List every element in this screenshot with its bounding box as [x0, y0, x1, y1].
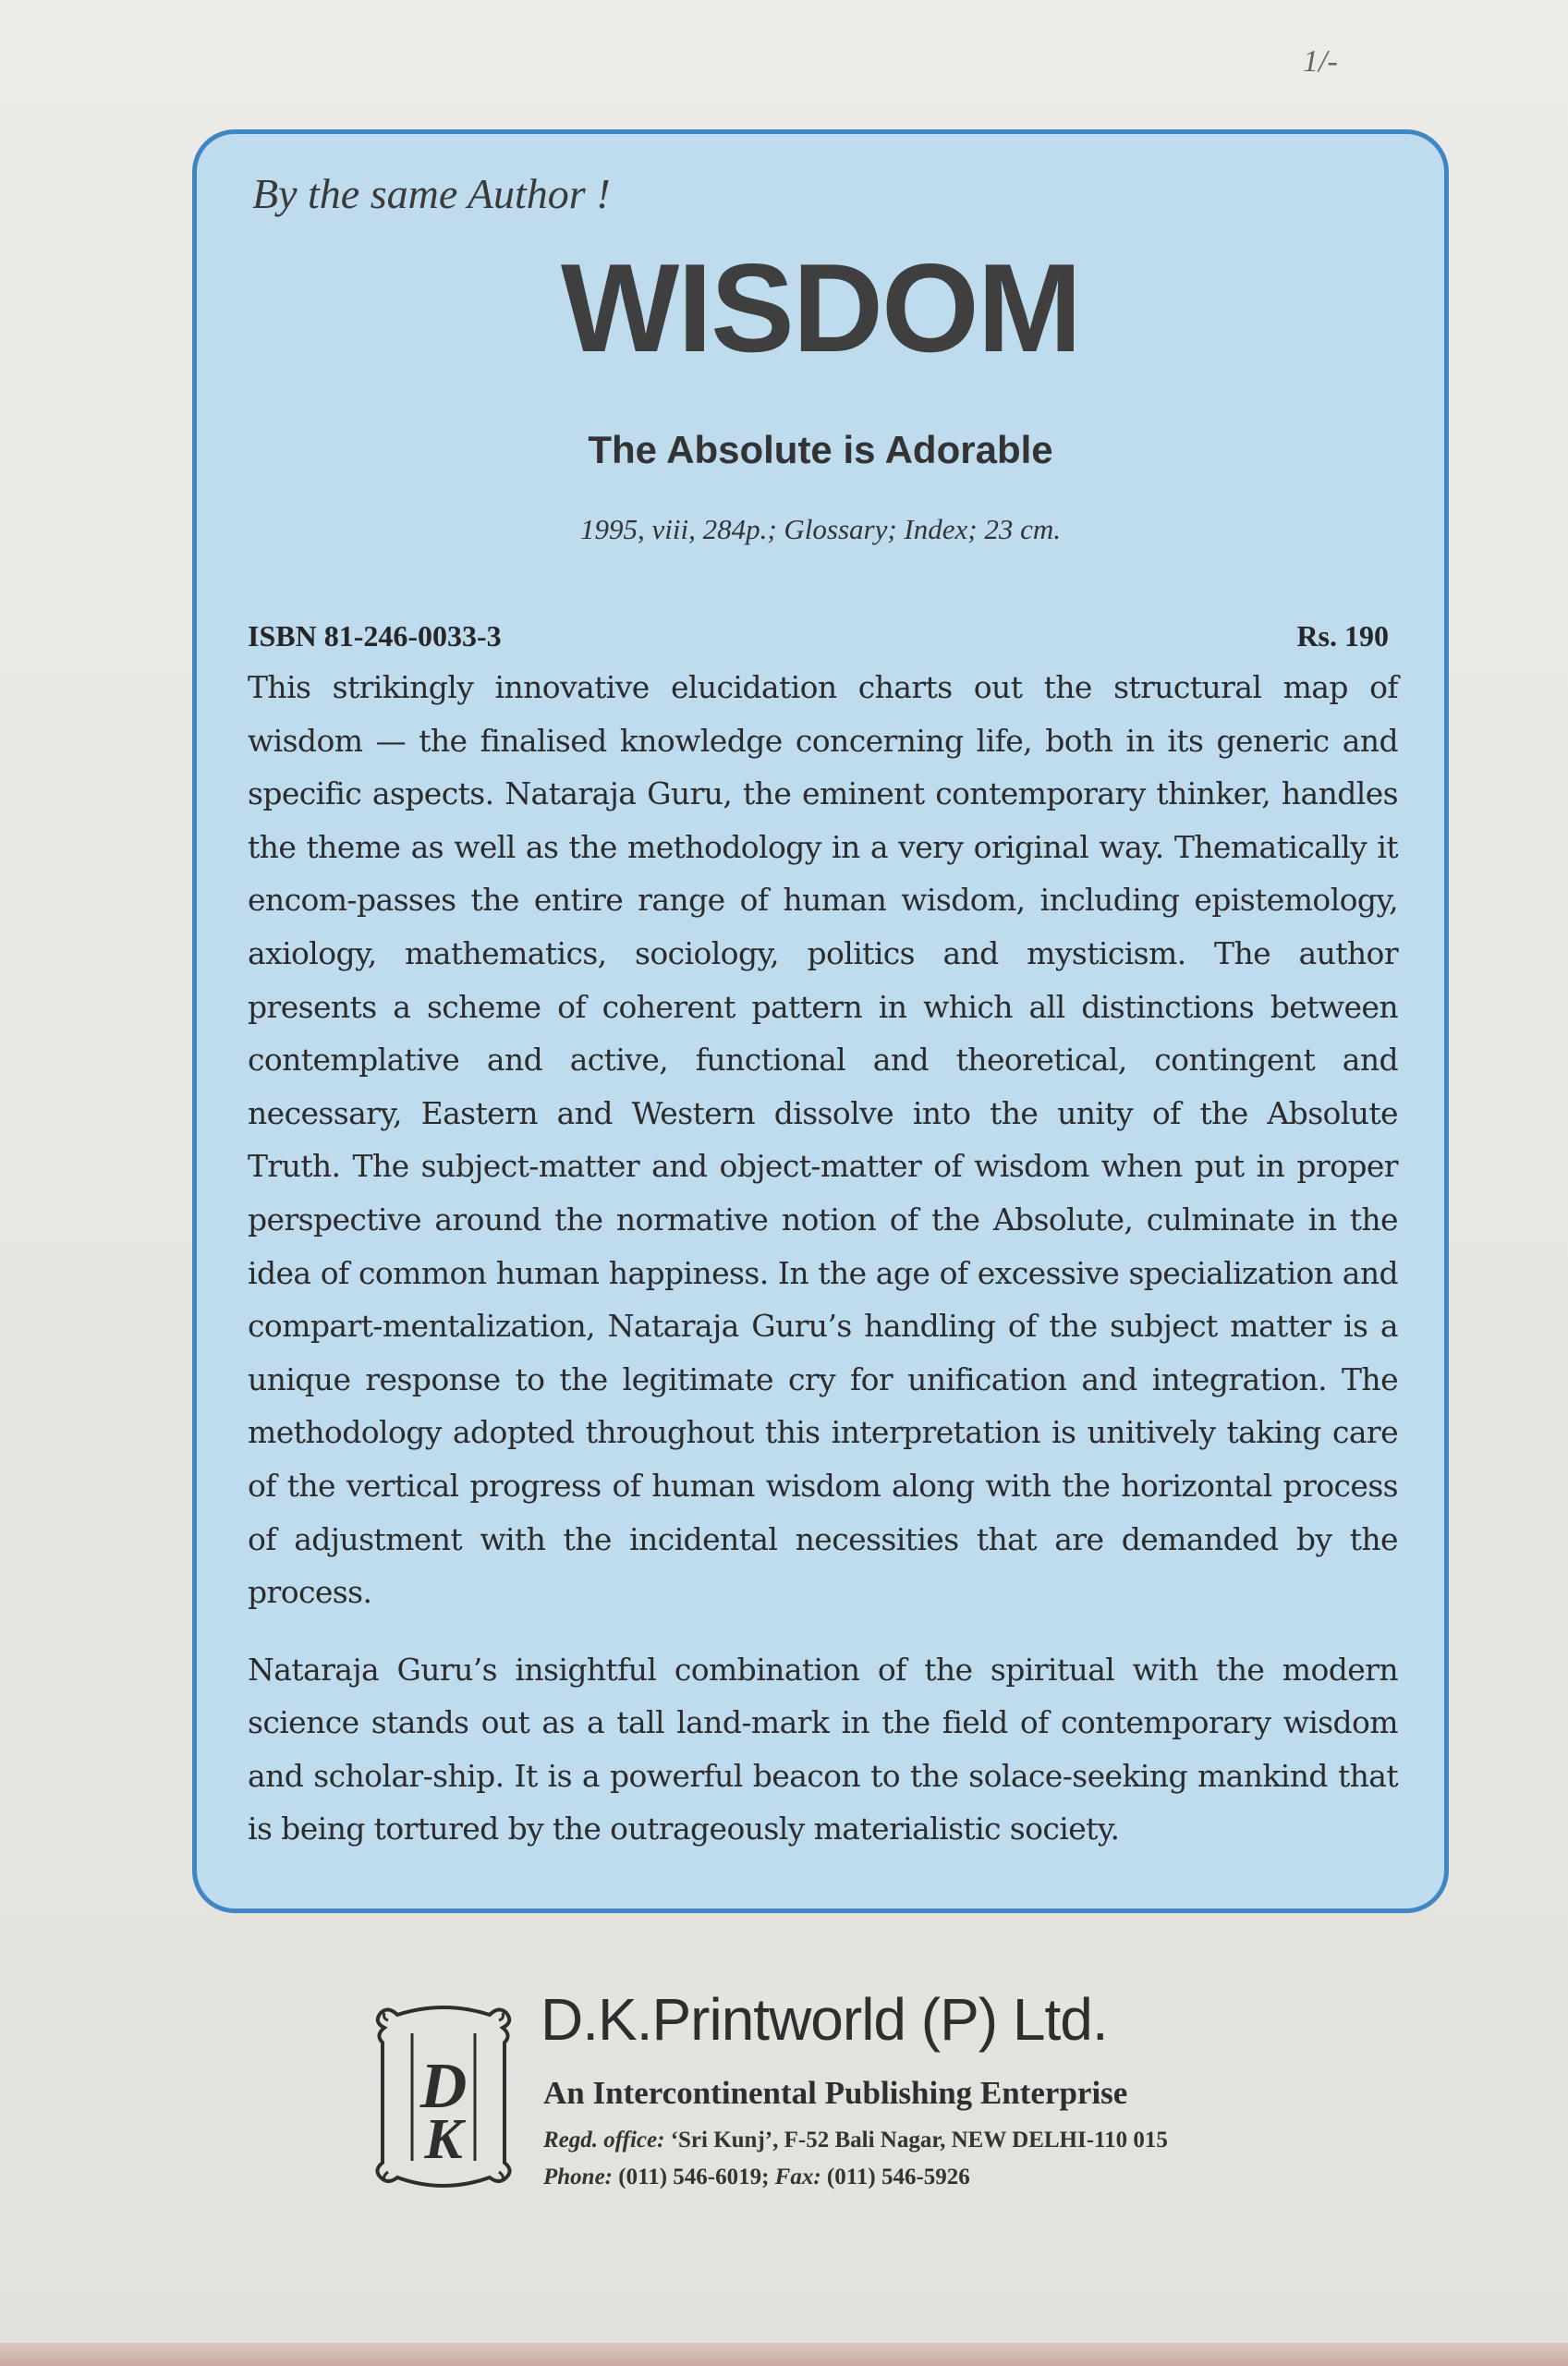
isbn: ISBN 81-246-0033-3: [248, 619, 502, 652]
publisher-tagline: An Intercontinental Publishing Enterprise: [543, 2075, 1128, 2111]
phone-label: Phone:: [543, 2165, 613, 2189]
publisher-name: D.K.Printworld (P) Ltd.: [541, 1986, 1108, 2053]
svg-text:K: K: [424, 2108, 463, 2171]
office-address: ‘Sri Kunj’, F-52 Bali Nagar, NEW DELHI-110 015: [670, 2128, 1168, 2153]
book-info-box: [192, 129, 1449, 1913]
phone-number: (011) 546-6019;: [618, 2165, 770, 2189]
publisher-block: [360, 1969, 1377, 2246]
book-description: [248, 661, 1398, 1880]
price: Rs. 190: [1296, 619, 1389, 652]
publisher-logo: [360, 1987, 527, 2209]
fax-label: Fax:: [774, 2165, 821, 2189]
book-title: WISDOM: [560, 238, 1081, 378]
description-paragraph: This strikingly innovative elucidation charts out the structural map of wisdom — the finalised knowledge concerning life, both in its generic and specific aspects. Nataraja Guru, the eminent contemporary thinker, handles the theme as well as the methodology in a very original way. Thematically it encom-passes the entire range of human wisdom, including epistemology, axiology, mathematics, sociology, politics and mysticism. The author presents a scheme of coherent pattern in which all distinctions between contemplative and active, functional and theoretical, contingent and necessary, Eastern and Western dissolve into the unity of the Absolute Truth. The subject-matter and object-matter of wisdom when put in proper perspective around the normative notion of the Absolute, culminate in the idea of common human happiness. In the age of excessive specialization and compart-mentalization, Nataraja Guru’s handling of the subject matter is a unique response to the legitimate cry for unification and integration. The methodology adopted throughout this interpretation is unitively taking care of the vertical progress of human wisdom along with the horizontal process of adjustment with the incidental necessities that are demanded by the process.: [248, 669, 1398, 1611]
svg-text:D: D: [419, 2051, 468, 2122]
publisher-contact: [543, 2165, 970, 2190]
office-label: Regd. office:: [543, 2128, 665, 2153]
book-subtitle: The Absolute is Adorable: [588, 428, 1053, 471]
page-edge: [0, 2343, 1568, 2366]
publisher-office: [543, 2128, 1168, 2153]
description-paragraph: Nataraja Guru’s insightful combination of the spiritual with the modern science stands out as a tall land-mark in the field of contemporary wisdom and scholar-ship. It is a powerful beacon to the solace-seeking mankind that is being tortured by the outrageously materialistic society.: [248, 1651, 1398, 1848]
handwritten-mark: 1/-: [1303, 44, 1338, 79]
by-author-heading: By the same Author !: [252, 170, 611, 217]
fax-number: (011) 546-5926: [826, 2165, 970, 2189]
book-details: 1995, viii, 284p.; Glossary; Index; 23 cm.: [579, 513, 1061, 545]
